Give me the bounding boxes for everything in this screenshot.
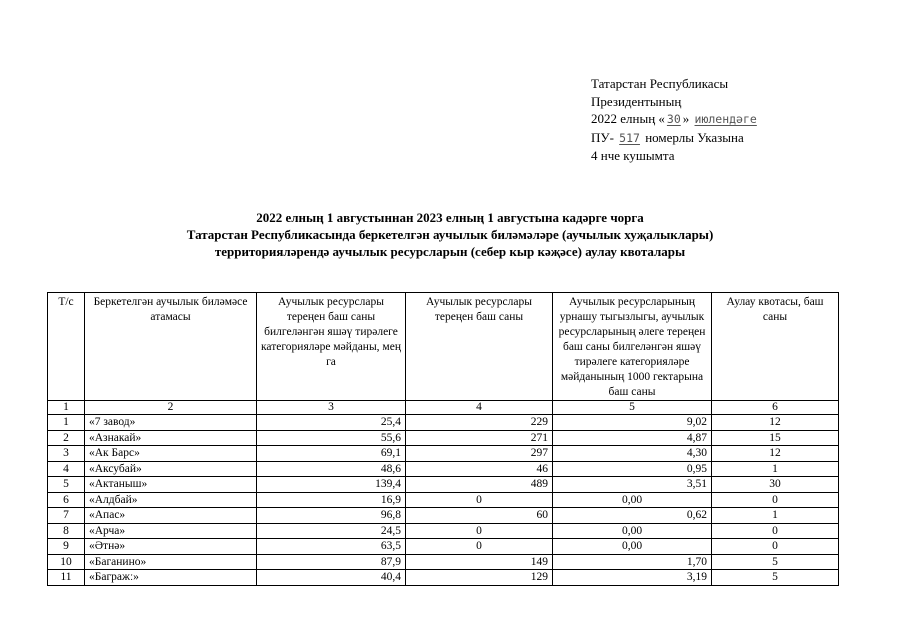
column-number: 4 (406, 401, 553, 415)
row-count: 489 (406, 477, 553, 493)
table-row (48, 461, 839, 477)
table-row (48, 508, 839, 524)
row-area: 139,4 (257, 477, 406, 493)
row-density: 0,62 (553, 508, 712, 524)
row-area: 96,8 (257, 508, 406, 524)
header-date-month: июлендәге (694, 112, 757, 126)
header-president: Президентының (591, 93, 682, 109)
row-name: «Азнакай» (85, 430, 257, 446)
title-line-2: Татарстан Республикасында беркетелгән аучылык биләмәләре (аучылык хуҗалыклары) (186, 227, 714, 242)
row-name: «Апас» (85, 508, 257, 524)
row-index: 9 (48, 539, 85, 555)
row-index: 6 (48, 492, 85, 508)
row-area: 48,6 (257, 461, 406, 477)
row-count: 0 (406, 492, 553, 508)
row-name: «Ак Барс» (85, 446, 257, 462)
header-cell-count: Аучылык ресурслары тереңен баш саны (406, 293, 553, 401)
header-cell-density: Аучылык ресурсларының урнашу тыгызлыгы, аучылык ресурсларының әлеге тереңен баш саны билгеләнгән яшәү тирәлеге категорияләре мәйданының 1000 гектарына баш саны (553, 293, 712, 401)
header-republic: Татарстан Республикасы (591, 76, 729, 91)
header-decree-suffix: номерлы Указына (645, 129, 744, 145)
row-area: 16,9 (257, 492, 406, 508)
row-quota: 5 (712, 570, 839, 586)
row-index: 8 (48, 523, 85, 539)
row-quota: 1 (712, 508, 839, 524)
row-density: 3,19 (553, 570, 712, 586)
row-index: 11 (48, 570, 85, 586)
header-decree-line (591, 129, 759, 148)
column-number: 3 (257, 401, 406, 415)
table-row (48, 430, 839, 446)
row-area: 24,5 (257, 523, 406, 539)
row-name: «7 завод» (85, 415, 257, 431)
table-row (48, 539, 839, 555)
table-row (48, 554, 839, 570)
header-date-prefix: 2022 елның « (591, 111, 665, 126)
row-name: «Аксубай» (85, 461, 257, 477)
row-index: 4 (48, 461, 85, 477)
table-row (48, 492, 839, 508)
row-quota: 5 (712, 554, 839, 570)
header-cell-name: Беркетелгән аучылык биләмәсе атамасы (85, 293, 257, 401)
row-area: 69,1 (257, 446, 406, 462)
row-name: «Арча» (85, 523, 257, 539)
row-density: 0,00 (553, 539, 712, 555)
row-name: «Баганино» (85, 554, 257, 570)
row-count: 297 (406, 446, 553, 462)
header-decree-number: 517 (619, 130, 640, 145)
row-name: «Алдбай» (85, 492, 257, 508)
row-density: 4,30 (553, 446, 712, 462)
header-decree-prefix: ПУ- (591, 129, 614, 145)
row-density: 4,87 (553, 430, 712, 446)
row-index: 2 (48, 430, 85, 446)
table-row (48, 446, 839, 462)
table-row (48, 523, 839, 539)
header-cell-index: Т/с (48, 293, 85, 401)
row-name: «Багражː» (85, 570, 257, 586)
row-area: 25,4 (257, 415, 406, 431)
row-count: 46 (406, 461, 553, 477)
row-density: 0,95 (553, 461, 712, 477)
row-count: 60 (406, 508, 553, 524)
row-count: 0 (406, 539, 553, 555)
table-header-row (48, 293, 839, 401)
row-area: 63,5 (257, 539, 406, 555)
document-header (591, 75, 759, 165)
row-density: 0,00 (553, 523, 712, 539)
row-quota: 0 (712, 539, 839, 555)
column-number: 5 (553, 401, 712, 415)
row-count: 271 (406, 430, 553, 446)
row-count: 149 (406, 554, 553, 570)
row-area: 40,4 (257, 570, 406, 586)
title-line-1: 2022 елның 1 августыннан 2023 елның 1 августына кадәрге чорга (256, 210, 644, 225)
row-quota: 12 (712, 415, 839, 431)
table-row (48, 477, 839, 493)
title-line-3: территорияләрендә аучылык ресурсларын (себер кыр кәҗәсе) аулау квоталары (214, 244, 686, 259)
row-index: 5 (48, 477, 85, 493)
header-cell-quota: Аулау квотасы, баш саны (712, 293, 839, 401)
row-index: 10 (48, 554, 85, 570)
column-number-row (48, 401, 839, 415)
header-appendix: 4 нче кушымта (591, 148, 675, 163)
row-count: 229 (406, 415, 553, 431)
row-quota: 1 (712, 461, 839, 477)
row-density: 0,00 (553, 492, 712, 508)
row-area: 87,9 (257, 554, 406, 570)
row-quota: 0 (712, 523, 839, 539)
document-title (100, 209, 800, 260)
row-quota: 12 (712, 446, 839, 462)
header-date-line (591, 110, 759, 129)
row-density: 3,51 (553, 477, 712, 493)
row-quota: 0 (712, 492, 839, 508)
column-number: 1 (48, 401, 85, 415)
row-count: 0 (406, 523, 553, 539)
row-area: 55,6 (257, 430, 406, 446)
table-row (48, 415, 839, 431)
row-density: 1,70 (553, 554, 712, 570)
column-number: 6 (712, 401, 839, 415)
header-date-day: 30 (666, 112, 681, 126)
row-quota: 15 (712, 430, 839, 446)
row-density: 9,02 (553, 415, 712, 431)
quota-table (47, 292, 839, 586)
row-name: «Актаныш» (85, 477, 257, 493)
header-cell-area: Аучылык ресурслары тереңен баш саны билгеләнгән яшәү тирәлеге категорияләре мәйданы, мең га (257, 293, 406, 401)
row-count: 129 (406, 570, 553, 586)
row-index: 3 (48, 446, 85, 462)
row-quota: 30 (712, 477, 839, 493)
row-index: 1 (48, 415, 85, 431)
row-index: 7 (48, 508, 85, 524)
column-number: 2 (85, 401, 257, 415)
header-date-mid: » (682, 111, 690, 126)
table-row (48, 570, 839, 586)
row-name: «Әтнә» (85, 539, 257, 555)
